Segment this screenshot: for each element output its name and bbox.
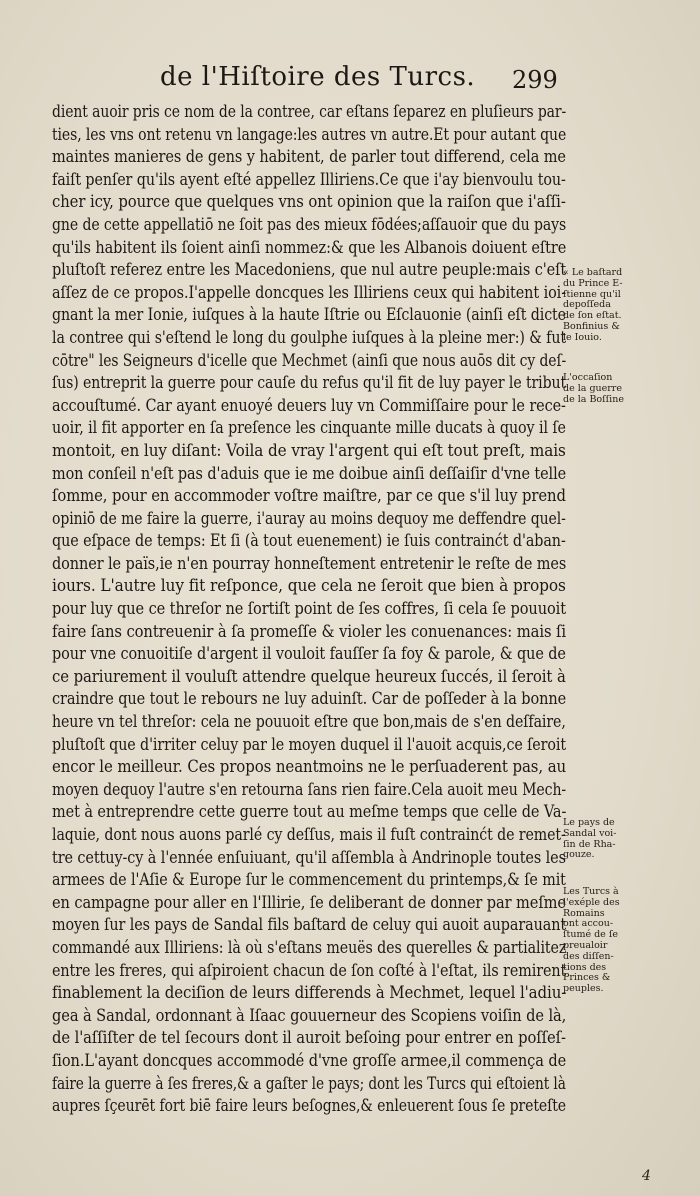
text-line: pluſtoſt que d'irriter celuy par le moyen duquel il l'auoit acquis,ce ſeroit [52, 734, 566, 754]
margin-note-line: preualoir [563, 939, 608, 951]
text-line: de l'aſſiſter de tel ſecours dont il auroit beſoing pour entrer en poſſeſ- [52, 1028, 566, 1048]
text-line: pluſtoſt referez entre les Macedoniens, que nul autre peuple:mais c'eſt [52, 260, 567, 280]
margin-note-line: peuples. [563, 983, 604, 995]
text-line: maintes manieres de gens y habitent, de parler tout differend, cela me [52, 147, 566, 167]
text-line: donner le païs,ie n'en pourray honneſtement entretenir le reſte de mes [52, 553, 567, 573]
margin-note-sandal [563, 818, 633, 861]
margin-note-line: tions des [563, 961, 607, 973]
text-line: entre les freres, qui aſpiroient chacun de ſon coſté à l'eſtat, ils remirent [52, 960, 567, 980]
text-line: dient auoir pris ce nom de la contree, car eſtans ſeparez en pluſieurs par- [52, 102, 567, 121]
text-line: accouſtumé. Car ayant enuoyé deuers luy vn Commiſſaire pour le rece- [52, 395, 566, 415]
margin-note-line: ſin de Rha- [563, 838, 616, 850]
margin-note-line: des diſſen- [563, 950, 614, 962]
text-line: que eſpace de temps: Et ſi (à tout euenement) ie ſuis contrainćt d'aban- [52, 531, 566, 551]
text-line: encor le meilleur. Ces propos neantmoins ne le perſuaderent pas, au [52, 757, 567, 777]
text-line: faire ſans contreuenir à ſa promeſſe & violer les conuenances: mais ſi [52, 621, 567, 641]
text-line: gne de cette appellatiō ne ſoit pas des mieux fōdées;aſſauoir que du pays [52, 214, 567, 234]
text-line: moyen dequoy l'autre s'en retourna ſans rien faire.Cela auoit meu Mech- [52, 779, 567, 799]
text-line: cōtre" les Seigneurs d'icelle que Mechmet (ainſi que nous auōs dit cy deſ- [52, 350, 567, 370]
margin-note-line: Princes & [563, 972, 611, 984]
text-line: commandé aux Illiriens: là où s'eſtans meuës des querelles & partialitez [52, 937, 567, 957]
text-line: gea à Sandal, ordonnant à Iſaac gouuerneur des Scopiens voiſin de là, [52, 1005, 567, 1025]
margin-note-line: de la Boſſine [563, 393, 624, 405]
margin-note-line: le Iouio. [563, 331, 602, 343]
text-line: pour vne conuoitiſe d'argent il vouloit fauſſer ſa foy & parole, & que de [52, 644, 566, 664]
text-line: moyen ſur les pays de Sandal fils baſtard de celuy qui auoit auparauant [52, 915, 567, 935]
margin-note-line: Bonfinius & [563, 320, 620, 332]
text-line: ſus) entreprit la guerre pour cauſe du refus qu'il fit de luy payer le tribut [52, 373, 567, 393]
text-line: finablement la deciſion de leurs differends à Mechmet, lequel l'adiu- [52, 983, 567, 1003]
text-line: aſſez de ce propos.I'appelle doncques les Illiriens ceux qui habitent ioi- [52, 282, 566, 302]
text-line: heure vn tel threſor: cela ne pouuoit eſtre que bon,mais de s'en deſfaire, [52, 712, 566, 732]
margin-note-line: de la guerre [563, 382, 622, 394]
signature-mark: 4 [642, 1168, 651, 1184]
text-line: montoit, en luy diſant: Voila de vray l'argent qui eſt tout preſt, mais [52, 440, 566, 460]
margin-note-line: L'occaſion [563, 372, 613, 383]
text-line: qu'ils habitent ils ſoient ainſi nommez:& que les Albanois doiuent eſtre [52, 237, 567, 257]
text-line: laquie, dont nous auons parlé cy deſſus, mais il fuſt contrainćt de remet- [52, 825, 566, 844]
text-line: tre cettuy-cy à l'ennée enſuiuant, qu'il aſſembla à Andrinople toutes les [52, 847, 566, 867]
text-line: opiniō de me faire la guerre, i'auray au moins dequoy me deffendre quel- [52, 508, 566, 528]
margin-note-occasion [563, 373, 633, 405]
text-line: armees de l'Aſie & Europe ſur le commencement du printemps,& ſe mit [52, 870, 566, 890]
text-line: cher icy, pource que quelques vns ont opinion que la raiſon que i'aſſi- [52, 192, 566, 212]
text-line: ſomme, pour en accommoder voſtre maiſtre, par ce que s'il luy prend [52, 486, 566, 506]
text-line: aupres ſçeurēt fort biē faire leurs beſognes,& enleuerent ſous ſe preteſte [52, 1096, 567, 1116]
text-line: craindre que tout le rebours ne luy aduinſt. Car de poſſeder à la bonne [52, 689, 567, 709]
text-line: faiſt penſer qu'ils ayent eſté appellez Illiriens.Ce que i'ay bienvoulu tou- [52, 169, 566, 189]
text-line: met à entreprendre cette guerre tout au meſme temps que celle de Va- [52, 802, 567, 822]
margin-note-line: ſtumé de ſe [563, 929, 618, 941]
text-line: la contree qui s'eſtend le long du goulphe iuſques à la pleine mer:) & fut [52, 327, 566, 347]
margin-note-line: Sandal voi- [563, 827, 617, 839]
text-line: iours. L'autre luy fit reſponce, que cela ne ſeroit que bien à propos [52, 576, 566, 596]
margin-note-line: ont accou- [563, 918, 614, 930]
margin-note-line: depoſſeda [563, 299, 611, 311]
text-line: ſion.L'ayant doncques accommodé d'vne groſſe armee,il commença de [52, 1050, 567, 1070]
margin-note-line: ſtienne qu'il [563, 288, 621, 300]
margin-note-line: Romains [563, 907, 605, 919]
margin-note-line: gouze. [563, 849, 595, 861]
text-line: ties, les vns ont retenu vn langage:les autres vn autre.Et pour autant que [52, 124, 567, 144]
text-line: mon conſeil n'eſt pas d'aduis que ie me doibue ainſi deſſaiſir d'vne telle [52, 463, 567, 483]
text-line: pour luy que ce threſor ne ſortiſt point de ſes coffres, ſi cela ſe pouuoit [52, 599, 566, 619]
text-line: ce pariurement il vouluſt attendre quelque heureux ſuccés, il ſeroit à [52, 666, 566, 686]
margin-note-line: Les Turcs à [563, 886, 619, 897]
margin-note-bastard [563, 268, 633, 344]
text-line: uoir, il fit apporter en ſa preſence les cinquante mille ducats à quoy il ſe [52, 418, 566, 438]
body-text [52, 101, 572, 1118]
margin-note-line: « Le baſtard [563, 267, 623, 278]
margin-note-turcs [563, 887, 633, 995]
text-line: faire la guerre à ſes freres,& a gaſter le pays; dont les Turcs qui eſtoient là [52, 1073, 566, 1093]
margin-note-line: l'exéple des [563, 896, 620, 908]
text-line: en campagne pour aller en l'Illirie, ſe deliberant de donner par meſme [52, 892, 566, 912]
margin-note-line: Le pays de [563, 817, 615, 828]
running-head: de l'Hiſtoire des Turcs. [160, 62, 476, 92]
page-number: 299 [512, 66, 558, 94]
margin-note-line: de ſon eſtat. [563, 310, 622, 322]
text-line: gnant la mer Ionie, iuſques à la haute Iſtrie ou Eſclauonie (ainſi eſt dicte [52, 305, 566, 325]
margin-note-line: du Prince E- [563, 277, 623, 289]
